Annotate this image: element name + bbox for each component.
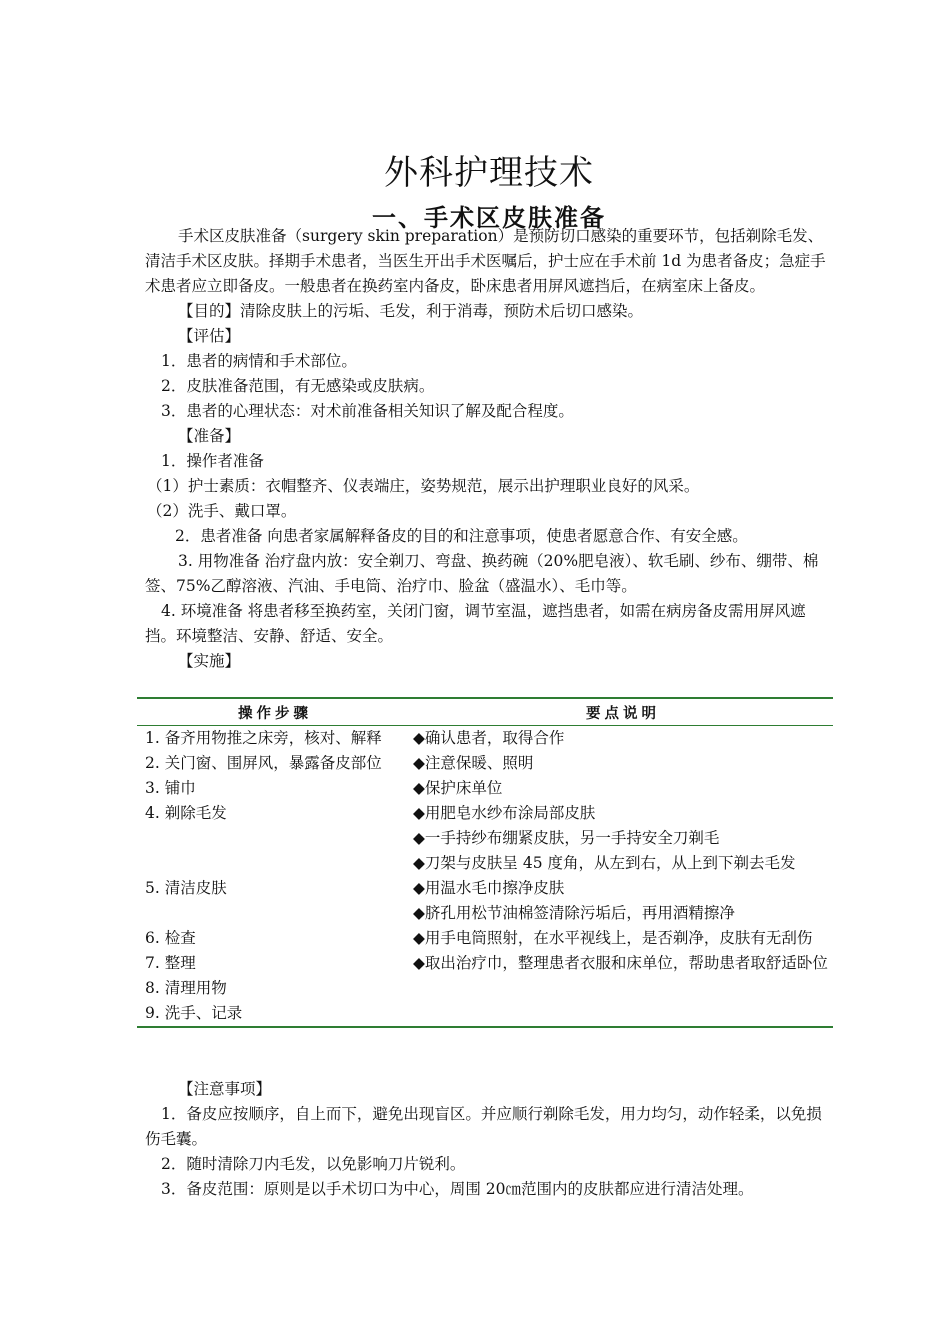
note-item: ◆确认患者，取得合作 xyxy=(413,729,565,747)
note-item: ◆保护床单位 xyxy=(413,779,503,797)
operator-preparation-item: （2）洗手、戴口罩。 xyxy=(147,502,297,520)
intro-paragraph: 手术区皮肤准备（surgery skin preparation）是预防切口感染的重要环节，包括剃除毛发、清洁手术区皮肤。择期手术患者，当医生开出手术医嘱后，护士应在手术前 1d 为患者备皮；急症手术患者应立即备皮。一般患者在换药室内备皮，卧床患者用屏风遮挡后，在病室床上备皮。 xyxy=(145,227,826,295)
note-item: ◆脐孔用松节油棉签清除污垢后，再用酒精擦净 xyxy=(413,904,735,922)
note-item: ◆刀架与皮肤呈 45 度角，从左到右，从上到下剃去毛发 xyxy=(413,854,796,872)
assessment-item: 3．患者的心理状态：对术前准备相关知识了解及配合程度。 xyxy=(161,402,574,420)
cautions-heading: 【注意事项】 xyxy=(178,1080,272,1098)
note-item: ◆取出治疗巾，整理患者衣服和床单位，帮助患者取舒适卧位 xyxy=(413,954,828,972)
cautions-section xyxy=(145,1077,833,1202)
table-header-row xyxy=(137,698,833,726)
note-item: ◆用手电筒照射，在水平视线上，是否剃净，皮肤有无刮伤 xyxy=(413,929,813,947)
procedure-table-body xyxy=(137,726,833,1028)
note-item: ◆用肥皂水纱布涂局部皮肤 xyxy=(413,804,596,822)
patient-preparation: 2．患者准备 向患者家属解释备皮的目的和注意事项，使患者愿意合作、有安全感。 xyxy=(175,527,748,545)
caution-item: 2．随时清除刀内毛发，以免影响刀片锐利。 xyxy=(161,1155,466,1173)
note-item: ◆注意保暖、照明 xyxy=(413,754,534,772)
step-cell: 7. 整理 xyxy=(145,954,196,972)
notes-cell xyxy=(413,726,833,752)
step-cell: 2. 关门窗、围屏风，暴露备皮部位 xyxy=(145,754,382,772)
preparation-heading: 【准备】 xyxy=(178,427,241,445)
step-cell: 9. 洗手、记录 xyxy=(137,1001,413,1027)
section-heading: 一、手术区皮肤准备 xyxy=(372,203,606,232)
step-cell: 1. 备齐用物推之床旁，核对、解释 xyxy=(145,729,382,747)
step-cell: 3. 铺巾 xyxy=(145,779,196,797)
step-cell: 6. 检查 xyxy=(145,929,196,947)
operator-preparation: 1．操作者准备 xyxy=(161,452,264,470)
table-row xyxy=(137,926,833,951)
assessment-heading: 【评估】 xyxy=(178,327,241,345)
notes-column-header: 要点说明 xyxy=(413,698,833,726)
note-item: ◆一手持纱布绷紧皮肤，另一手持安全刀剃毛 xyxy=(413,829,720,847)
step-cell: 5. 清洁皮肤 xyxy=(145,879,227,897)
purpose-line: 【目的】清除皮肤上的污垢、毛发，利于消毒，预防术后切口感染。 xyxy=(178,302,644,320)
table-row xyxy=(137,801,833,876)
operator-preparation-item: （1）护士素质：衣帽整齐、仪表端庄，姿势规范，展示出护理职业良好的风采。 xyxy=(147,477,700,495)
notes-cell xyxy=(413,951,833,976)
caution-item: 1．备皮应按顺序，自上而下，避免出现盲区。并应顺行剃除毛发，用力均匀，动作轻柔，以免损伤毛囊。 xyxy=(145,1105,822,1148)
step-cell: 4. 剃除毛发 xyxy=(145,804,227,822)
procedure-table xyxy=(137,697,833,1028)
assessment-item: 1．患者的病情和手术部位。 xyxy=(161,352,357,370)
assessment-item: 2．皮肤准备范围，有无感染或皮肤病。 xyxy=(161,377,435,395)
notes-cell xyxy=(413,801,833,876)
table-row xyxy=(137,951,833,976)
table-row xyxy=(137,976,833,1001)
notes-cell xyxy=(413,876,833,926)
page-title: 外科护理技术 xyxy=(384,152,594,193)
table-row xyxy=(137,1001,833,1027)
notes-cell xyxy=(413,976,833,1001)
supplies-preparation: 3. 用物准备 治疗盘内放：安全剃刀、弯盘、换药碗（20%肥皂液）、软毛刷、纱布、绷带、棉签、75%乙醇溶液、汽油、手电筒、治疗巾、脸盆（盛温水）、毛巾等。 xyxy=(145,552,819,595)
table-row xyxy=(137,876,833,926)
notes-cell xyxy=(413,1001,833,1027)
notes-cell xyxy=(413,751,833,776)
step-cell: 8. 清理用物 xyxy=(145,979,227,997)
caution-item: 3．备皮范围：原则是以手术切口为中心，周围 20㎝范围内的皮肤都应进行清洁处理。 xyxy=(161,1180,754,1198)
steps-column-header: 操作步骤 xyxy=(137,698,413,726)
notes-cell xyxy=(413,926,833,951)
table-row xyxy=(137,726,833,752)
table-row xyxy=(137,776,833,801)
implementation-heading: 【实施】 xyxy=(178,652,241,670)
note-item: ◆用温水毛巾擦净皮肤 xyxy=(413,879,565,897)
table-row xyxy=(137,751,833,776)
notes-cell xyxy=(413,776,833,801)
environment-preparation: 4. 环境准备 将患者移至换药室，关闭门窗，调节室温，遮挡患者，如需在病房备皮需用屏风遮挡。环境整洁、安静、舒适、安全。 xyxy=(145,602,806,645)
body-text xyxy=(145,224,833,674)
